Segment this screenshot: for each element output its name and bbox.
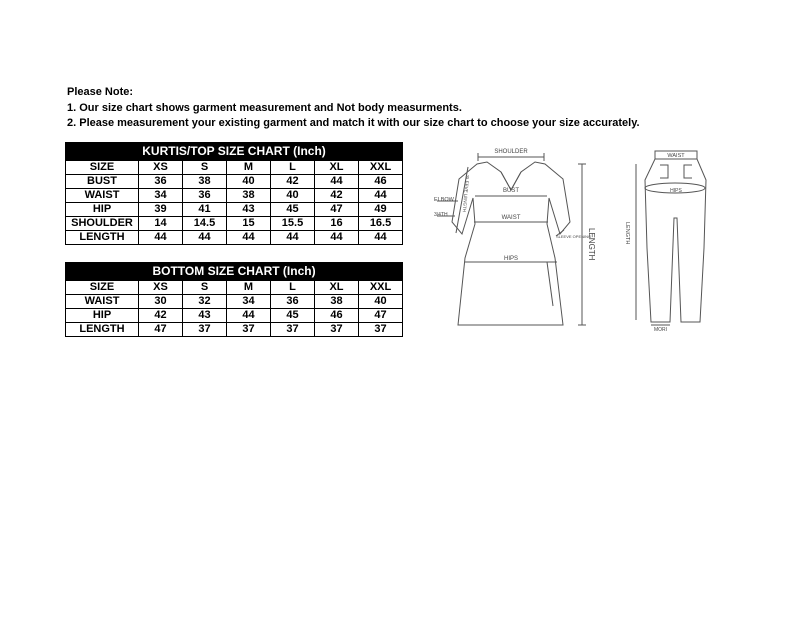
value-cell: 47 xyxy=(359,309,403,323)
value-cell: 14 xyxy=(139,217,183,231)
value-cell: 40 xyxy=(227,175,271,189)
value-cell: 39 xyxy=(139,203,183,217)
header-cell: XS xyxy=(139,161,183,175)
value-cell: 45 xyxy=(271,309,315,323)
value-cell: 44 xyxy=(183,231,227,245)
notes-heading: Please Note: xyxy=(67,86,134,98)
bottom-chart-title: BOTTOM SIZE CHART (Inch) xyxy=(66,263,403,281)
value-cell: 37 xyxy=(183,323,227,337)
header-cell: L xyxy=(271,281,315,295)
value-cell: 47 xyxy=(139,323,183,337)
value-cell: 49 xyxy=(359,203,403,217)
value-cell: 36 xyxy=(271,295,315,309)
value-cell: 44 xyxy=(315,175,359,189)
value-cell: 40 xyxy=(271,189,315,203)
value-cell: 34 xyxy=(227,295,271,309)
header-cell: S xyxy=(183,281,227,295)
sleeve-length-label: SLEEVE LENGTH xyxy=(461,174,470,213)
header-cell: XXL xyxy=(359,161,403,175)
row-label-cell: HIP xyxy=(66,309,139,323)
value-cell: 44 xyxy=(139,231,183,245)
value-cell: 38 xyxy=(227,189,271,203)
pant-length-label: LENGTH xyxy=(624,222,630,245)
value-cell: 37 xyxy=(271,323,315,337)
pant-hips-label: HIPS xyxy=(670,188,682,194)
value-cell: 36 xyxy=(183,189,227,203)
value-cell: 16 xyxy=(315,217,359,231)
row-label-cell: WAIST xyxy=(66,189,139,203)
value-cell: 37 xyxy=(359,323,403,337)
value-cell: 43 xyxy=(183,309,227,323)
value-cell: 44 xyxy=(359,231,403,245)
header-cell: SIZE xyxy=(66,281,139,295)
value-cell: 40 xyxy=(359,295,403,309)
value-cell: 42 xyxy=(139,309,183,323)
value-cell: 16.5 xyxy=(359,217,403,231)
header-cell: XS xyxy=(139,281,183,295)
value-cell: 36 xyxy=(139,175,183,189)
row-label-cell: HIP xyxy=(66,203,139,217)
mori-label: MORI xyxy=(654,327,668,333)
row-label-cell: LENGTH xyxy=(66,231,139,245)
value-cell: 37 xyxy=(315,323,359,337)
value-cell: 42 xyxy=(271,175,315,189)
value-cell: 44 xyxy=(227,309,271,323)
row-label-cell: LENGTH xyxy=(66,323,139,337)
value-cell: 38 xyxy=(183,175,227,189)
notes-line-2: 2. Please measurement your existing garment and match it with our size chart to choose your size accurately. xyxy=(67,117,640,129)
value-cell: 14.5 xyxy=(183,217,227,231)
header-cell: M xyxy=(227,161,271,175)
value-cell: 44 xyxy=(271,231,315,245)
hips-label: HIPS xyxy=(503,256,519,262)
value-cell: 45 xyxy=(271,203,315,217)
elbow-label: ELBOW xyxy=(434,197,454,203)
waist-label: WAIST xyxy=(501,215,521,221)
value-cell: 37 xyxy=(227,323,271,337)
notes-line-1: 1. Our size chart shows garment measurement and Not body measurments. xyxy=(67,101,462,114)
row-label-cell: SHOULDER xyxy=(66,217,139,231)
header-cell: XXL xyxy=(359,281,403,295)
value-cell: 47 xyxy=(315,203,359,217)
value-cell: 15.5 xyxy=(271,217,315,231)
row-label-cell: BUST xyxy=(66,175,139,189)
header-cell: XL xyxy=(315,161,359,175)
bust-label: BUST xyxy=(502,188,520,194)
value-cell: 44 xyxy=(315,231,359,245)
value-cell: 46 xyxy=(359,175,403,189)
shoulder-label: SHOULDER xyxy=(494,149,528,155)
value-cell: 32 xyxy=(183,295,227,309)
value-cell: 15 xyxy=(227,217,271,231)
header-cell: SIZE xyxy=(66,161,139,175)
pant-waist-label: WAIST xyxy=(667,153,685,159)
value-cell: 44 xyxy=(359,189,403,203)
sleeve-opening-label: SLEEVE OPENING xyxy=(556,234,592,239)
value-cell: 30 xyxy=(139,295,183,309)
value-cell: 46 xyxy=(315,309,359,323)
value-cell: 43 xyxy=(227,203,271,217)
value-cell: 34 xyxy=(139,189,183,203)
row-label-cell: WAIST xyxy=(66,295,139,309)
three-fourth-label: 3/4TH xyxy=(434,212,448,218)
kurti-chart-title: KURTIS/TOP SIZE CHART (Inch) xyxy=(66,143,403,161)
value-cell: 41 xyxy=(183,203,227,217)
value-cell: 42 xyxy=(315,189,359,203)
value-cell: 38 xyxy=(315,295,359,309)
header-cell: XL xyxy=(315,281,359,295)
length-label: LENGTH xyxy=(587,228,596,261)
header-cell: L xyxy=(271,161,315,175)
value-cell: 44 xyxy=(227,231,271,245)
header-cell: M xyxy=(227,281,271,295)
header-cell: S xyxy=(183,161,227,175)
